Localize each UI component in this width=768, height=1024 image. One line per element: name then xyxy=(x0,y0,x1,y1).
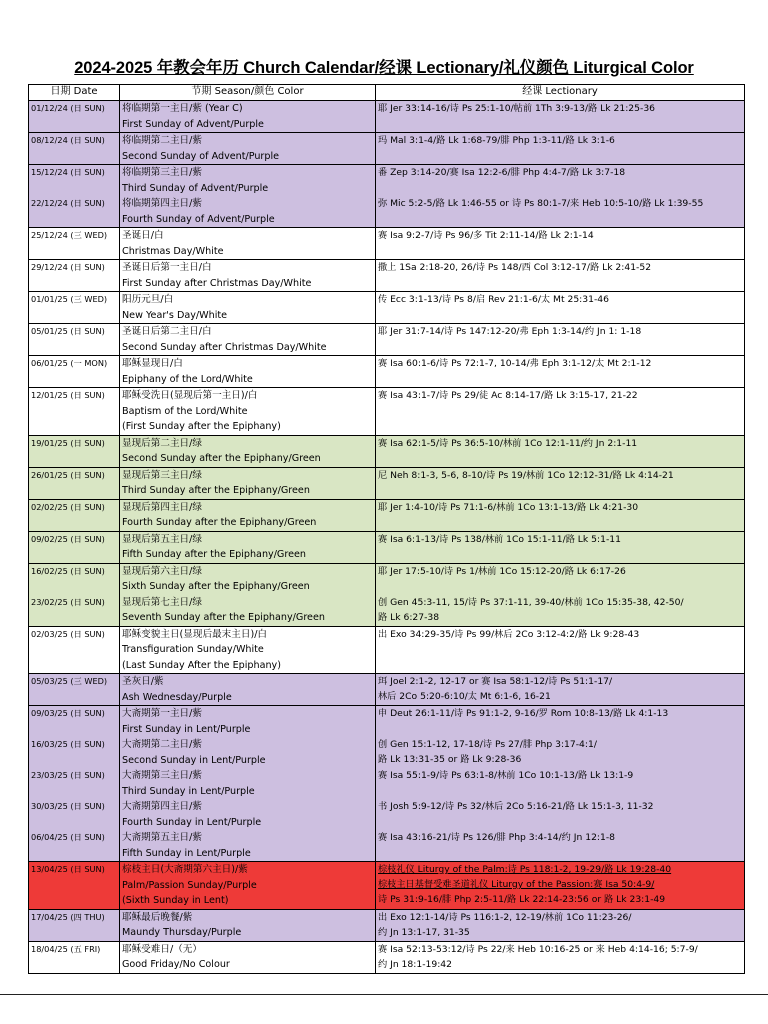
date-cell: 23/03/25 (日 SUN) xyxy=(29,768,120,799)
lectionary-line: 耶 Jer 31:7-14/诗 Ps 147:12-20/弗 Eph 1:3-14/约 Jn 1: 1-18 xyxy=(378,326,642,337)
season-line: 圣诞日后第二主日/白 xyxy=(122,326,212,337)
header-row xyxy=(29,85,745,101)
date-cell: 13/04/25 (日 SUN) xyxy=(29,862,120,910)
lectionary-line: 创 Gen 15:1-12, 17-18/诗 Ps 27/腓 Php 3:17-4:1/ xyxy=(378,739,597,750)
lectionary-cell xyxy=(376,674,745,706)
lectionary-cell xyxy=(376,799,745,830)
lectionary-line: 传 Ecc 3:1-13/诗 Ps 8/启 Rev 21:1-6/太 Mt 25:31-46 xyxy=(378,294,609,305)
header-season: 节期 Season/颜色 Color xyxy=(120,85,376,101)
table-row xyxy=(29,499,745,531)
lectionary-line: 赛 Isa 52:13-53:12/诗 Ps 22/来 Heb 10:16-25 or 来 Heb 4:14-16; 5:7-9/ xyxy=(378,943,698,955)
lectionary-line: 赛 Isa 62:1-5/诗 Ps 36:5-10/林前 1Co 12:1-11/约 Jn 2:1-11 xyxy=(378,437,638,449)
table-row xyxy=(29,737,745,768)
lectionary-cell xyxy=(376,324,745,356)
lectionary-cell xyxy=(376,862,745,910)
lectionary-cell xyxy=(376,467,745,499)
lectionary-line: 赛 Isa 9:2-7/诗 Ps 96/多 Tit 2:11-14/路 Lk 2:1-14 xyxy=(378,230,594,241)
season-line: Maundy Thursday/Purple xyxy=(122,927,242,938)
lectionary-cell xyxy=(376,595,745,627)
season-line: Seventh Sunday after the Epiphany/Green xyxy=(122,612,325,623)
season-line: Second Sunday after Christmas Day/White xyxy=(122,341,327,353)
table-row xyxy=(29,196,745,228)
lectionary-cell xyxy=(376,388,745,436)
season-line: 耶稣受难日/（无） xyxy=(122,943,202,955)
season-line: New Year's Day/White xyxy=(122,309,228,321)
lectionary-cell xyxy=(376,228,745,260)
lectionary-line: 约 Jn 13:1-17, 31-35 xyxy=(378,926,470,938)
season-line: Fourth Sunday in Lent/Purple xyxy=(122,816,262,828)
table-row xyxy=(29,324,745,356)
season-line: 大斋期第五主日/紫 xyxy=(122,832,202,843)
lectionary-line: 路 Lk 6:27-38 xyxy=(378,611,440,623)
season-line: 大斋期第三主日/紫 xyxy=(122,770,202,781)
season-line: 将临期第二主日/紫 xyxy=(122,135,202,146)
season-cell xyxy=(120,737,376,768)
lectionary-line: 赛 Isa 43:16-21/诗 Ps 126/腓 Php 3:4-14/约 Jn 12:1-8 xyxy=(378,832,616,843)
date-cell: 09/02/25 (日 SUN) xyxy=(29,531,120,563)
lectionary-line: 弥 Mic 5:2-5/路 Lk 1:46-55 or 诗 Ps 80:1-7/来 Heb 10:5-10/路 Lk 1:39-55 xyxy=(378,198,704,209)
season-cell xyxy=(120,467,376,499)
lectionary-cell xyxy=(376,941,745,973)
season-cell xyxy=(120,862,376,910)
lectionary-cell xyxy=(376,435,745,467)
lectionary-line: 珥 Joel 2:1-2, 12-17 or 赛 Isa 58:1-12/诗 Ps 51:1-17/ xyxy=(378,676,613,687)
season-cell xyxy=(120,133,376,165)
season-line: Epiphany of the Lord/White xyxy=(122,373,253,385)
date-cell: 01/01/25 (三 WED) xyxy=(29,292,120,324)
season-line: First Sunday in Lent/Purple xyxy=(122,723,251,735)
season-line: 显现后第三主日/绿 xyxy=(122,469,202,481)
date-cell: 30/03/25 (日 SUN) xyxy=(29,799,120,830)
table-row xyxy=(29,674,745,706)
date-cell: 06/04/25 (日 SUN) xyxy=(29,830,120,862)
season-line: Palm/Passion Sunday/Purple xyxy=(122,879,257,891)
date-cell: 19/01/25 (日 SUN) xyxy=(29,435,120,467)
season-cell xyxy=(120,595,376,627)
date-cell: 15/12/24 (日 SUN) xyxy=(29,165,120,197)
lectionary-line: 申 Deut 26:1-11/诗 Ps 91:1-2, 9-16/罗 Rom 10:8-13/路 Lk 4:1-13 xyxy=(378,708,669,719)
table-row xyxy=(29,292,745,324)
season-line: 显现后第七主日/绿 xyxy=(122,596,202,608)
lectionary-cell xyxy=(376,292,745,324)
table-row xyxy=(29,626,745,674)
season-line: Fifth Sunday after the Epiphany/Green xyxy=(122,549,306,560)
season-cell xyxy=(120,388,376,436)
season-cell xyxy=(120,799,376,830)
table-row xyxy=(29,595,745,627)
season-line: Good Friday/No Colour xyxy=(122,959,230,970)
date-cell: 12/01/25 (日 SUN) xyxy=(29,388,120,436)
season-cell xyxy=(120,196,376,228)
lectionary-line: 书 Josh 5:9-12/诗 Ps 32/林后 2Co 5:16-21/路 Lk 15:1-3, 11-32 xyxy=(378,801,654,812)
season-line: Second Sunday in Lent/Purple xyxy=(122,754,266,766)
table-row xyxy=(29,941,745,973)
season-cell xyxy=(120,674,376,706)
bottom-rule xyxy=(0,994,768,995)
season-line: Third Sunday of Advent/Purple xyxy=(122,182,269,194)
lectionary-line: 诗 Ps 31:9-16/腓 Php 2:5-11/路 Lk 22:14-23:56 or 路 Lk 23:1-49 xyxy=(378,894,666,905)
table-row xyxy=(29,260,745,292)
season-line: 显现后第四主日/绿 xyxy=(122,501,202,513)
season-line: 耶稣变貌主日(显现后最末主日)/白 xyxy=(122,628,268,640)
date-cell: 23/02/25 (日 SUN) xyxy=(29,595,120,627)
lectionary-line: 赛 Isa 60:1-6/诗 Ps 72:1-7, 10-14/弗 Eph 3:1-12/太 Mt 2:1-12 xyxy=(378,358,652,369)
lectionary-cell xyxy=(376,737,745,768)
date-cell: 02/02/25 (日 SUN) xyxy=(29,499,120,531)
lectionary-line: 番 Zep 3:14-20/赛 Isa 12:2-6/腓 Php 4:4-7/路 Lk 3:7-18 xyxy=(378,167,626,178)
lectionary-line: 耶 Jer 33:14-16/诗 Ps 25:1-10/帖前 1Th 3:9-13/路 Lk 21:25-36 xyxy=(378,103,656,114)
season-line: 棕枝主日(大斋期第六主日)/紫 xyxy=(122,864,248,875)
season-line: 耶稣最后晚餐/紫 xyxy=(122,911,193,923)
season-line: 阳历元旦/白 xyxy=(122,294,174,305)
date-cell: 06/01/25 (一 MON) xyxy=(29,356,120,388)
lectionary-line: 约 Jn 18:1-19:42 xyxy=(378,958,452,970)
date-cell: 02/03/25 (日 SUN) xyxy=(29,626,120,674)
lectionary-cell xyxy=(376,563,745,595)
lectionary-line: 耶 Jer 1:4-10/诗 Ps 71:1-6/林前 1Co 13:1-13/路 Lk 4:21-30 xyxy=(378,501,639,513)
lectionary-cell xyxy=(376,260,745,292)
date-cell: 25/12/24 (三 WED) xyxy=(29,228,120,260)
lectionary-cell xyxy=(376,196,745,228)
lectionary-line: 赛 Isa 6:1-13/诗 Ps 138/林前 1Co 15:1-11/路 Lk 5:1-11 xyxy=(378,533,621,545)
season-line: 圣灰日/紫 xyxy=(122,676,164,687)
table-row xyxy=(29,165,745,197)
season-line: Ash Wednesday/Purple xyxy=(122,691,232,703)
lectionary-cell xyxy=(376,830,745,862)
table-row xyxy=(29,467,745,499)
lectionary-line: 撒上 1Sa 2:18-20, 26/诗 Ps 148/西 Col 3:12-17/路 Lk 2:41-52 xyxy=(378,262,652,273)
lectionary-line: 路 Lk 13:31-35 or 路 Lk 9:28-36 xyxy=(378,754,522,765)
season-line: Third Sunday in Lent/Purple xyxy=(122,785,255,797)
lectionary-cell xyxy=(376,626,745,674)
season-cell xyxy=(120,941,376,973)
page-title: 2024-2025 年教会年历 Church Calendar/经课 Lectionary/礼仪颜色 Liturgical Color xyxy=(74,59,694,77)
season-cell xyxy=(120,706,376,738)
lectionary-cell xyxy=(376,165,745,197)
table-row xyxy=(29,706,745,738)
table-row xyxy=(29,862,745,910)
season-cell xyxy=(120,356,376,388)
season-line: (Last Sunday After the Epiphany) xyxy=(122,659,281,671)
season-line: 将临期第一主日/紫 (Year C) xyxy=(122,103,243,114)
season-cell xyxy=(120,626,376,674)
lectionary-cell xyxy=(376,706,745,738)
season-line: 大斋期第一主日/紫 xyxy=(122,708,202,719)
calendar-table xyxy=(28,84,745,974)
season-line: Baptism of the Lord/White xyxy=(122,405,248,417)
table-row xyxy=(29,909,745,941)
lectionary-cell xyxy=(376,531,745,563)
date-cell: 01/12/24 (日 SUN) xyxy=(29,101,120,133)
season-line: 耶稣显现日/白 xyxy=(122,358,183,369)
lectionary-cell xyxy=(376,133,745,165)
table-row xyxy=(29,101,745,133)
season-cell xyxy=(120,830,376,862)
season-line: (Sixth Sunday in Lent) xyxy=(122,895,229,906)
table-row xyxy=(29,563,745,595)
season-line: (First Sunday after the Epiphany) xyxy=(122,421,281,432)
lectionary-line: 出 Exo 34:29-35/诗 Ps 99/林后 2Co 3:12-4:2/路 Lk 9:28-43 xyxy=(378,628,640,640)
season-line: 耶稣受洗日(显现后第一主日)/白 xyxy=(122,390,258,401)
season-cell xyxy=(120,435,376,467)
table-row xyxy=(29,830,745,862)
season-cell xyxy=(120,909,376,941)
lectionary-cell xyxy=(376,909,745,941)
season-cell xyxy=(120,768,376,799)
lectionary-cell xyxy=(376,499,745,531)
season-line: 显现后第五主日/绿 xyxy=(122,533,202,545)
lectionary-line: 创 Gen 45:3-11, 15/诗 Ps 37:1-11, 39-40/林前 1Co 15:35-38, 42-50/ xyxy=(378,596,684,608)
table-row xyxy=(29,435,745,467)
season-line: 圣诞日/白 xyxy=(122,230,164,241)
season-line: Transfiguration Sunday/White xyxy=(122,644,264,655)
season-line: Fifth Sunday in Lent/Purple xyxy=(122,847,251,859)
season-line: Christmas Day/White xyxy=(122,245,224,257)
season-cell xyxy=(120,101,376,133)
season-line: First Sunday of Advent/Purple xyxy=(122,118,264,130)
date-cell: 18/04/25 (五 FRI) xyxy=(29,941,120,973)
season-cell xyxy=(120,165,376,197)
table-row xyxy=(29,356,745,388)
season-cell xyxy=(120,228,376,260)
season-line: 圣诞日后第一主日/白 xyxy=(122,262,212,273)
table-row xyxy=(29,388,745,436)
season-line: Fourth Sunday after the Epiphany/Green xyxy=(122,517,317,528)
date-cell: 26/01/25 (日 SUN) xyxy=(29,467,120,499)
header-date: 日期 Date xyxy=(29,85,120,101)
season-cell xyxy=(120,563,376,595)
date-cell: 16/03/25 (日 SUN) xyxy=(29,737,120,768)
table-row xyxy=(29,228,745,260)
lectionary-cell xyxy=(376,768,745,799)
lectionary-line: 尼 Neh 8:1-3, 5-6, 8-10/诗 Ps 19/林前 1Co 12:12-31/路 Lk 4:14-21 xyxy=(378,469,674,481)
season-line: 将临期第四主日/紫 xyxy=(122,198,202,209)
season-cell xyxy=(120,324,376,356)
table-row xyxy=(29,799,745,830)
season-line: Third Sunday after the Epiphany/Green xyxy=(122,485,310,496)
date-cell: 29/12/24 (日 SUN) xyxy=(29,260,120,292)
table-row xyxy=(29,133,745,165)
lectionary-cell xyxy=(376,356,745,388)
season-line: 显现后第二主日/绿 xyxy=(122,437,202,449)
table-row xyxy=(29,768,745,799)
season-line: 将临期第三主日/紫 xyxy=(122,167,202,178)
date-cell: 05/03/25 (三 WED) xyxy=(29,674,120,706)
season-cell xyxy=(120,292,376,324)
season-line: 显现后第六主日/绿 xyxy=(122,565,202,577)
lectionary-line: 耶 Jer 17:5-10/诗 Ps 1/林前 1Co 15:12-20/路 Lk 6:17-26 xyxy=(378,565,626,577)
season-cell xyxy=(120,531,376,563)
date-cell: 22/12/24 (日 SUN) xyxy=(29,196,120,228)
date-cell: 16/02/25 (日 SUN) xyxy=(29,563,120,595)
table-row xyxy=(29,531,745,563)
lectionary-line: 赛 Isa 55:1-9/诗 Ps 63:1-8/林前 1Co 10:1-13/路 Lk 13:1-9 xyxy=(378,770,634,781)
date-cell: 17/04/25 (四 THU) xyxy=(29,909,120,941)
season-line: Sixth Sunday after the Epiphany/Green xyxy=(122,581,310,592)
lectionary-line: 玛 Mal 3:1-4/路 Lk 1:68-79/腓 Php 1:3-11/路 Lk 3:1-6 xyxy=(378,135,615,146)
season-line: Second Sunday after the Epiphany/Green xyxy=(122,453,321,464)
date-cell: 09/03/25 (日 SUN) xyxy=(29,706,120,738)
lectionary-line: 出 Exo 12:1-14/诗 Ps 116:1-2, 12-19/林前 1Co 11:23-26/ xyxy=(378,911,632,923)
lectionary-line: 棕枝礼仪 Liturgy of the Palm:诗 Ps 118:1-2, 19-29/路 Lk 19:28-40 xyxy=(378,864,672,875)
season-cell xyxy=(120,499,376,531)
lectionary-line: 棕枝主日基督受难圣道礼仪 Liturgy of the Passion:赛 Isa 50:4-9/ xyxy=(378,879,655,890)
header-lectionary: 经课 Lectionary xyxy=(376,85,745,101)
lectionary-line: 赛 Isa 43:1-7/诗 Ps 29/徒 Ac 8:14-17/路 Lk 3:15-17, 21-22 xyxy=(378,390,638,401)
season-line: Fourth Sunday of Advent/Purple xyxy=(122,213,275,225)
season-line: First Sunday after Christmas Day/White xyxy=(122,277,312,289)
date-cell: 05/01/25 (日 SUN) xyxy=(29,324,120,356)
lectionary-line: 林后 2Co 5:20-6:10/太 Mt 6:1-6, 16-21 xyxy=(378,691,551,702)
season-line: 大斋期第二主日/紫 xyxy=(122,739,202,750)
season-cell xyxy=(120,260,376,292)
season-line: 大斋期第四主日/紫 xyxy=(122,801,202,812)
date-cell: 08/12/24 (日 SUN) xyxy=(29,133,120,165)
calendar-body xyxy=(29,101,745,974)
lectionary-cell xyxy=(376,101,745,133)
season-line: Second Sunday of Advent/Purple xyxy=(122,150,280,162)
